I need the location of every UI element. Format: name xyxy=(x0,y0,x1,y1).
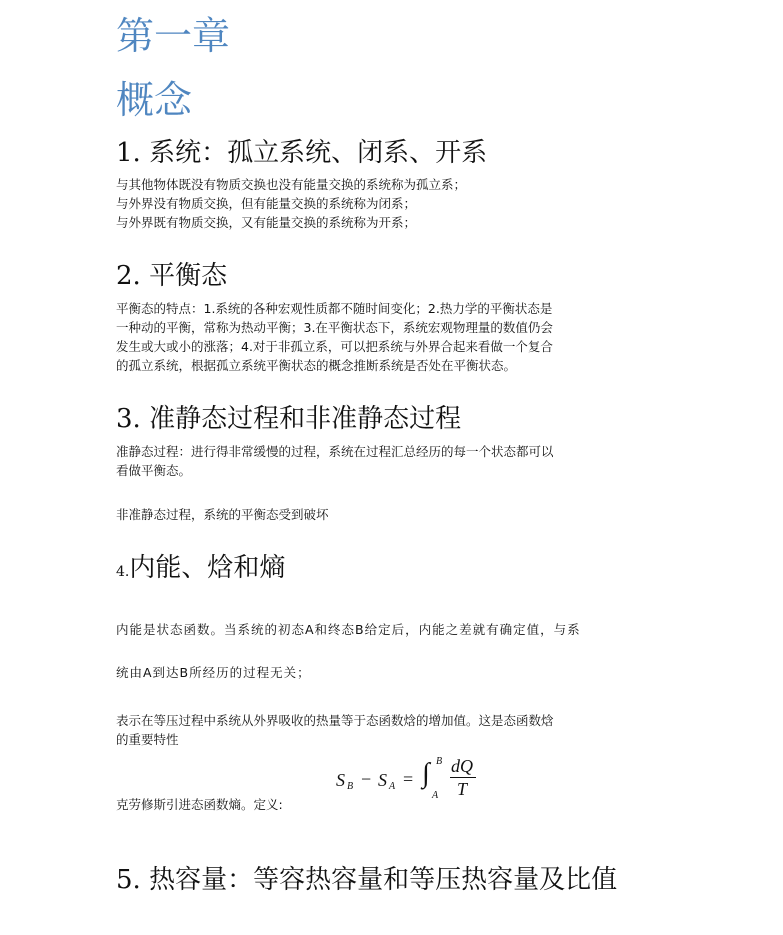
section-4-heading-text: 内能、焓和熵 xyxy=(129,553,286,583)
formula-lower-limit: A xyxy=(432,790,439,801)
chapter-title: 第一章 xyxy=(116,14,231,58)
section-3-line: 准静态过程：进行得非常缓慢的过程，系统在过程汇总经历的每一个状态都可以 xyxy=(116,444,554,459)
formula-sub-a: A xyxy=(389,781,396,792)
section-2-heading: 2. 平衡态 xyxy=(116,261,228,291)
formula-numerator: dQ xyxy=(451,756,473,776)
section-2-line: 平衡态的特点：1.系统的各种宏观性质都不随时间变化；2.热力学的平衡状态是 xyxy=(116,301,553,316)
section-4-heading-number: 4. xyxy=(116,564,130,580)
section-4-heading xyxy=(116,552,285,588)
enthalpy-line: 表示在等压过程中系统从外界吸收的热量等于态函数焓的增加值。这是态函数焓 xyxy=(116,713,554,728)
section-5-heading: 5. 热容量：等容热容量和等压热容量及比值 xyxy=(116,865,618,895)
formula-sub-b: B xyxy=(347,781,354,792)
section-2-line: 发生或大或小的涨落；4.对于非孤立系，可以把系统与外界合起来看做一个复合 xyxy=(116,339,553,354)
section-3-line: 看做平衡态。 xyxy=(116,463,192,478)
formula-s: S xyxy=(336,770,345,790)
section-3-line-2: 非准静态过程，系统的平衡态受到破坏 xyxy=(116,507,329,522)
formula-denominator: T xyxy=(457,779,468,799)
section-1-line: 与其他物体既没有物质交换也没有能量交换的系统称为孤立系； xyxy=(116,177,467,192)
section-1-line: 与外界没有物质交换，但有能量交换的系统称为闭系； xyxy=(116,196,417,211)
section-3-heading: 3. 准静态过程和非准静态过程 xyxy=(116,404,462,434)
formula-integral: ∫ xyxy=(422,758,430,789)
section-2-line: 一种动的平衡，常称为热动平衡；3.在平衡状态下，系统宏观物理量的数值仍会 xyxy=(116,320,553,335)
entropy-formula xyxy=(336,756,486,804)
formula-fraction-bar xyxy=(450,777,476,778)
section-2-line: 的孤立系统，根据孤立系统平衡状态的概念推断系统是否处在平衡状态。 xyxy=(116,358,517,373)
formula-s2: S xyxy=(378,770,387,790)
section-1-heading: 1. 系统：孤立系统、闭系、开系 xyxy=(116,138,488,168)
formula-upper-limit: B xyxy=(436,756,443,767)
formula-equals: = xyxy=(403,769,414,789)
enthalpy-line: 的重要特性 xyxy=(116,732,179,747)
section-1-line: 与外界既有物质交换，又有能量交换的系统称为开系； xyxy=(116,215,417,230)
internal-energy-line: 统由A到达B所经历的过程无关； xyxy=(116,665,311,680)
entropy-definition: 克劳修斯引进态函数熵。定义: xyxy=(116,797,283,812)
formula-minus: − xyxy=(361,769,372,789)
internal-energy-line: 内能是状态函数。当系统的初态A和终态B给定后，内能之差就有确定值，与系 xyxy=(116,622,581,637)
chapter-subtitle: 概念 xyxy=(116,78,193,122)
